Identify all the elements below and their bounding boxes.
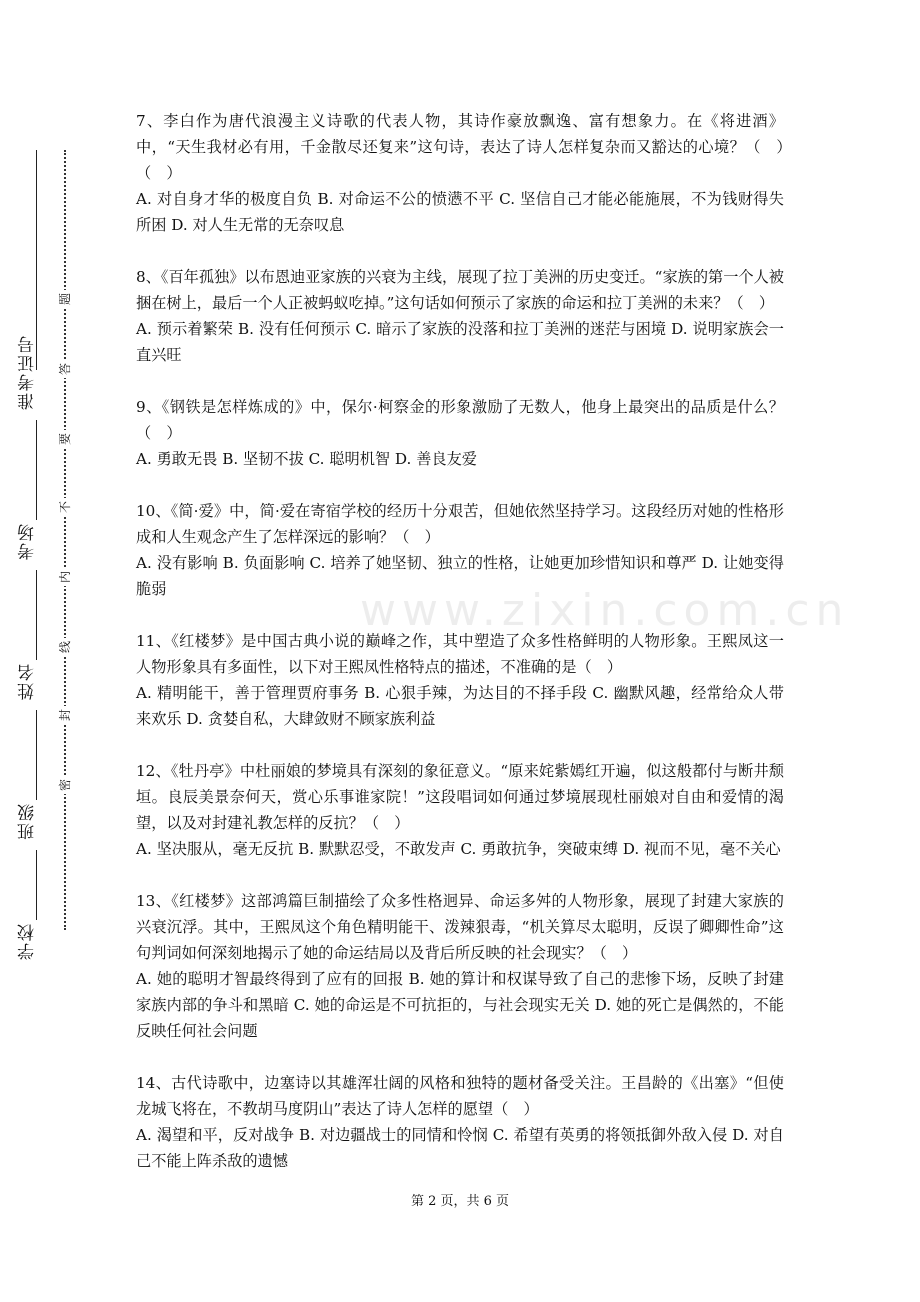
exam-room-line (36, 420, 37, 520)
binding-margin (0, 0, 110, 1302)
question-options: A. 精明能干，善于管理贾府事务 B. 心狠手辣，为达目的不择手段 C. 幽默风趣，经常给众人带来欢乐 D. 贪婪自私，大肆敛财不顾家族利益 (136, 684, 784, 728)
name-line (36, 570, 37, 660)
question-list (136, 108, 800, 1200)
class-line (36, 710, 37, 800)
school-field (8, 850, 48, 960)
name-field (8, 570, 48, 700)
question-stem: 13、《红楼梦》这部鸿篇巨制描绘了众多性格迥异、命运多舛的人物形象，展现了封建大家族的兴衰沉浮。其中，王熙凤这个角色精明能干、泼辣狠毒，“机关算尽太聪明，反误了卿卿性命”这句判词如何深刻地揭示了她的命运结局以及背后所反映的社会现实？（ ） (136, 892, 784, 962)
question-stem: 8、《百年孤独》以布恩迪亚家族的兴衰为主线，展现了拉丁美洲的历史变迁。“家族的第一个人被捆在树上，最后一个人正被蚂蚁吃掉。”这句话如何预示了家族的命运和拉丁美洲的未来？（ ） (136, 268, 784, 312)
question-stem: 12、《牡丹亭》中杜丽娘的梦境具有深刻的象征意义。“原来姹紫嫣红开遍，似这般都付与断井颓垣。良辰美景奈何天，赏心乐事谁家院！”这段唱词如何通过梦境展现杜丽娘对自由和爱情的渴望，以及对封建礼教怎样的反抗？（ ） (136, 762, 784, 832)
question-7 (136, 108, 800, 238)
question-12 (136, 758, 784, 862)
question-stem: 7、李白作为唐代浪漫主义诗歌的代表人物，其诗作豪放飘逸、富有想象力。在《将进酒》中，“天生我材必有用，千金散尽还复来”这句诗，表达了诗人怎样复杂而又豁达的心境？（ ） （ ） (136, 112, 800, 182)
question-9 (136, 394, 784, 472)
exam-number-field (8, 150, 48, 410)
question-stem: 10、《简·爱》中，简·爱在寄宿学校的经历十分艰苦，但她依然坚持学习。这段经历对她的性格形成和人生观念产生了怎样深远的影响？（ ） (136, 502, 784, 546)
question-options: A. 坚决服从，毫无反抗 B. 默默忍受，不敢发声 C. 勇敢抗争，突破束缚 D. 视而不见，毫不关心 (136, 840, 781, 858)
question-options: A. 勇敢无畏 B. 坚韧不拔 C. 聪明机智 D. 善良友爱 (136, 450, 477, 468)
exam-number-label: 准考证号 (18, 334, 38, 410)
question-options: A. 对自身才华的极度自负 B. 对命运不公的愤懑不平 C. 坚信自己才能必能施展，不为钱财得失所困 D. 对人生无常的无奈叹息 (136, 190, 784, 234)
question-options: A. 渴望和平，反对战争 B. 对边疆战士的同情和怜悯 C. 希望有英勇的将领抵御外敌入侵 D. 对自己不能上阵杀敌的遗憾 (136, 1126, 784, 1170)
seal-char: 题 (56, 290, 74, 308)
seal-char: 密 (56, 776, 74, 794)
question-stem: 14、古代诗歌中，边塞诗以其雄浑壮阔的风格和独特的题材备受关注。王昌龄的《出塞》“但使龙城飞将在，不教胡马度阴山”表达了诗人怎样的愿望（ ） (136, 1074, 784, 1118)
watermark: www.zixin.com.cn (360, 585, 850, 636)
name-label: 姓名 (18, 662, 38, 700)
exam-room-label: 考场 (18, 522, 38, 560)
school-label: 学校 (18, 922, 38, 960)
student-info-fields (8, 150, 48, 960)
school-line (36, 850, 37, 920)
question-stem: 9、《钢铁是怎样炼成的》中，保尔·柯察金的形象激励了无数人，他身上最突出的品质是什么？（ ） (136, 398, 784, 442)
page-footer: 第 2 页，共 6 页 (410, 1194, 510, 1209)
question-options: A. 她的聪明才智最终得到了应有的回报 B. 她的算计和权谋导致了自己的悲惨下场，反映了封建家族内部的争斗和黑暗 C. 她的命运是不可抗拒的，与社会现实无关 D. 她的死亡是偶然的，不能反映任何社会问题 (136, 970, 784, 1040)
question-stem: 11、《红楼梦》是中国古典小说的巅峰之作，其中塑造了众多性格鲜明的人物形象。王熙凤这一人物形象具有多面性，以下对王熙凤性格特点的描述，不准确的是（ ） (136, 632, 784, 676)
question-11 (136, 628, 784, 732)
seal-char: 要 (56, 430, 74, 448)
question-13 (136, 888, 784, 1044)
question-8 (136, 264, 784, 368)
seal-char: 内 (56, 568, 74, 586)
question-options: A. 没有影响 B. 负面影响 C. 培养了她坚韧、独立的性格，让她更加珍惜知识和尊严 D. 让她变得脆弱 (136, 554, 784, 598)
class-label: 班级 (18, 802, 38, 840)
question-options: A. 预示着繁荣 B. 没有任何预示 C. 暗示了家族的没落和拉丁美洲的迷茫与困境 D. 说明家族会一直兴旺 (136, 320, 784, 364)
class-field (8, 710, 48, 840)
exam-room-field (8, 420, 48, 560)
seal-char: 封 (56, 706, 74, 724)
seal-char: 线 (56, 638, 74, 656)
question-14 (136, 1070, 784, 1174)
seal-dotted-line (64, 150, 66, 930)
seal-char: 不 (56, 498, 74, 516)
seal-char: 答 (56, 360, 74, 378)
question-10 (136, 498, 784, 602)
